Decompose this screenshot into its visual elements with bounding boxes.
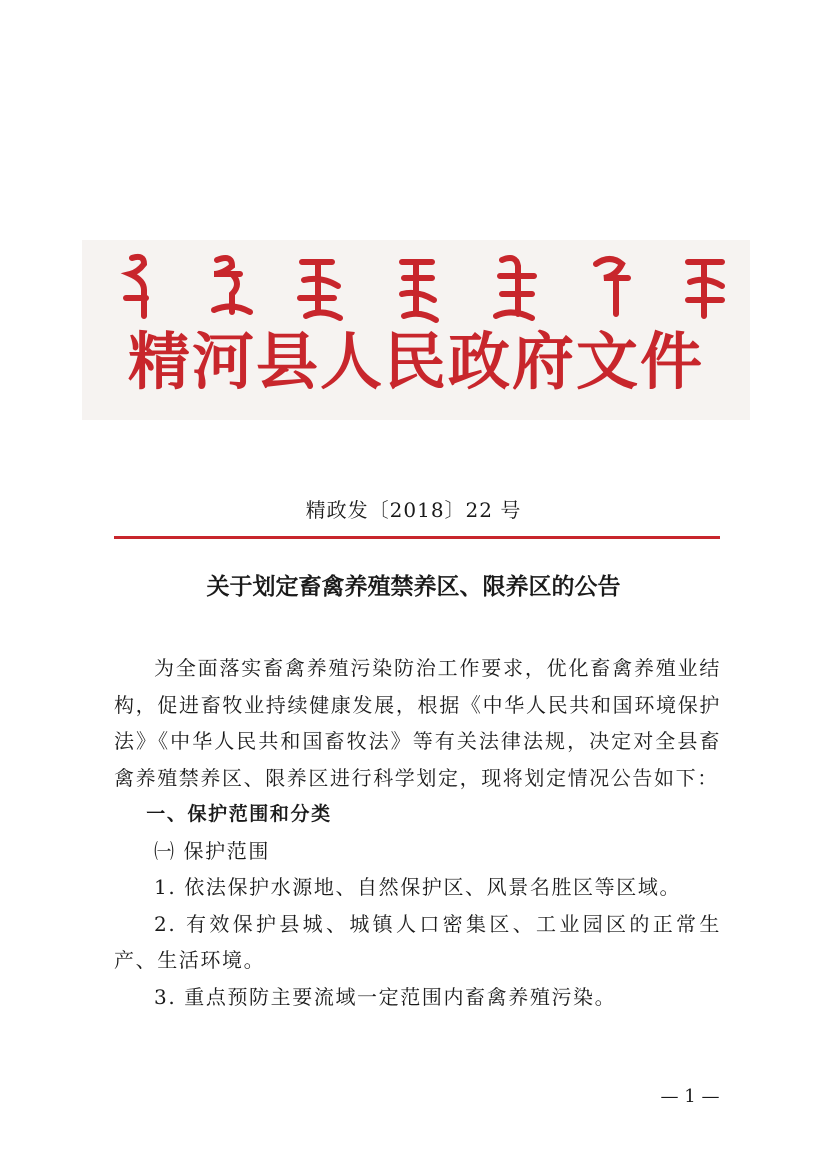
- masthead-title: 精河县人民政府文件: [127, 325, 704, 398]
- intro-paragraph: 为全面落实畜禽养殖污染防治工作要求，优化畜禽养殖业结构，促进畜牧业持续健康发展，根据《中华人民共和国环境保护法》《中华人民共和国畜牧法》等有关法律法规，决定对全县畜禽养殖禁养区、限养区进行科学划定，现将划定情况公告如下：: [114, 656, 721, 790]
- masthead: [82, 240, 750, 420]
- page-number: — 1 —: [660, 1086, 720, 1107]
- document-title: 关于划定畜禽养殖禁养区、限养区的公告: [206, 573, 621, 600]
- list-item: 2. 有效保护县城、城镇人口密集区、工业园区的正常生产、生活环境。: [114, 911, 721, 972]
- mongolian-script-graphic: [82, 250, 750, 330]
- list-item: 1. 依法保护水源地、自然保护区、风景名胜区等区域。: [154, 875, 682, 899]
- document-body: [114, 650, 721, 1015]
- subsection-heading: ㈠ 保护范围: [154, 838, 270, 863]
- section-heading: 一、保护范围和分类: [146, 803, 332, 825]
- red-divider-line: [114, 536, 720, 539]
- list-item: 3. 重点预防主要流域一定范围内畜禽养殖污染。: [154, 984, 617, 1009]
- mongolian-title-script: [82, 250, 750, 330]
- document-number: 精政发〔2018〕22 号: [305, 498, 522, 522]
